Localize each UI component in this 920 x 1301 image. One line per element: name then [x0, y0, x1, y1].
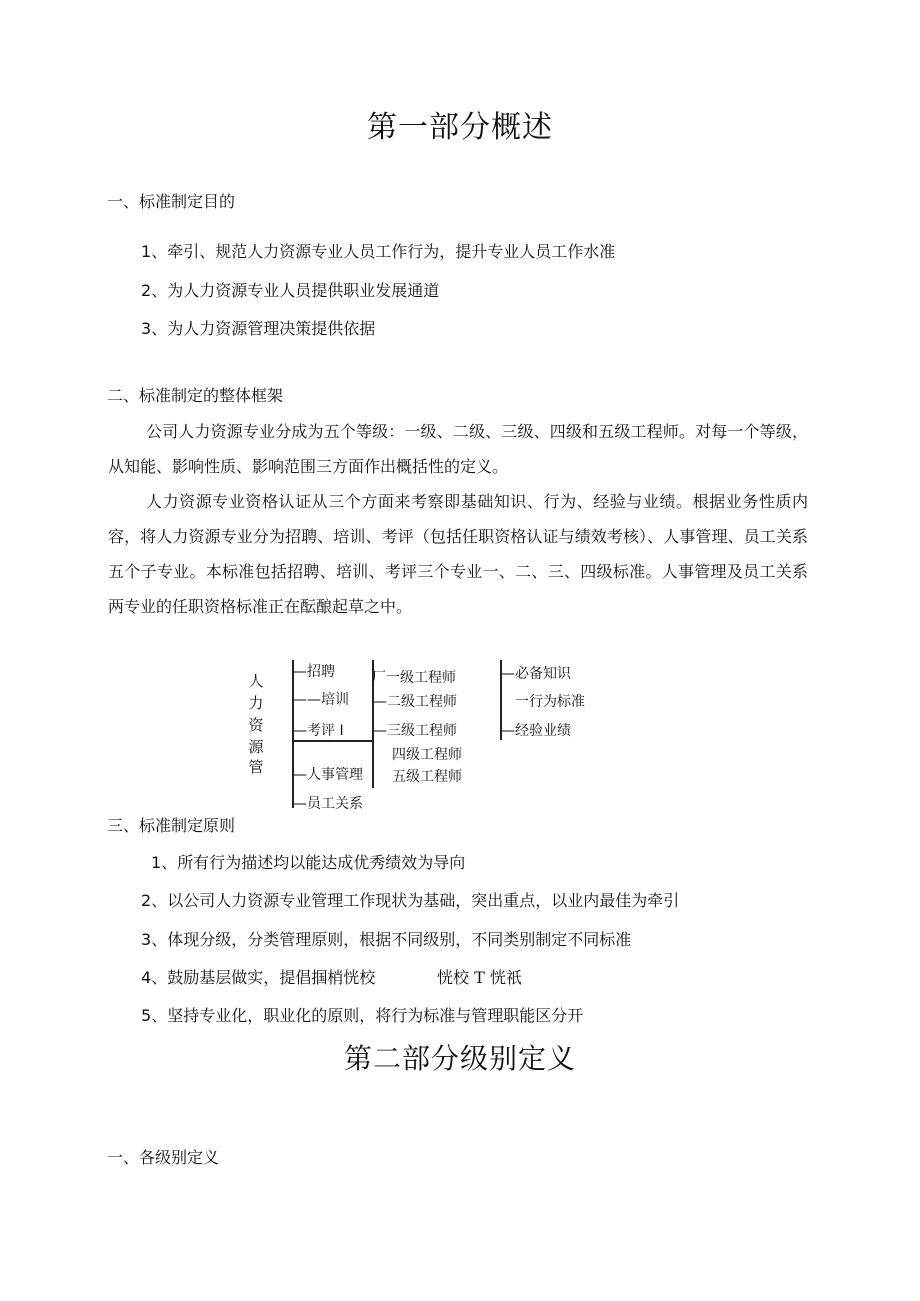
section1-heading: 一、标准制定目的	[107, 192, 236, 211]
diagram-connector	[292, 740, 372, 742]
diagram-root-char: 源	[248, 738, 264, 756]
diagram-subfield-evaluation: —考评 I	[293, 723, 344, 739]
principle-item-2	[141, 888, 679, 911]
item-text: 、鼓励基层做实，提倡掴梢恍校	[151, 968, 376, 987]
principle-item-4	[141, 965, 375, 988]
diagram-subfield-recruit: —招聘	[293, 664, 335, 680]
item-text: 、所有行为描述均以能达成优秀绩效为导向	[161, 853, 466, 872]
diagram-root-char: 管	[248, 758, 264, 776]
purpose-item-3	[141, 316, 375, 339]
item-number: 2	[141, 281, 152, 300]
diagram-root-char: 人	[248, 672, 264, 690]
diagram-level-5: 五级工程师	[392, 769, 462, 785]
diagram-level-3: —三级工程师	[373, 723, 457, 739]
item-text: 、为人力资源管理决策提供依据	[151, 319, 376, 338]
principle-item-1	[151, 850, 465, 873]
item-number: 1	[141, 242, 152, 261]
diagram-aspect-knowledge: —必备知识	[501, 666, 571, 682]
item-number: 3	[141, 930, 152, 949]
principle-item-5	[141, 1003, 583, 1026]
diagram-level-2: —二级工程师	[373, 694, 457, 710]
principle-item-3	[141, 927, 631, 950]
item-text: 、坚持专业化，职业化的原则，将行为标准与管理职能区分开	[151, 1006, 584, 1025]
diagram-subfield-training: ——培训	[293, 692, 349, 708]
part1-title: 第一部分概述	[367, 110, 553, 145]
diagram-level-4: 四级工程师	[392, 747, 462, 763]
item-number: 3	[141, 319, 152, 338]
principle-item-4-extra: 恍校 T 恍祇	[437, 968, 522, 987]
part2-title: 第二部分级别定义	[343, 1042, 576, 1075]
item-text: 、以公司人力资源专业管理工作现状为基础，突出重点，以业内最佳为牵引	[151, 891, 680, 910]
item-text: 、为人力资源专业人员提供职业发展通道	[151, 281, 440, 300]
section3-heading: 三、标准制定原则	[107, 816, 236, 835]
part2-section1-heading: 一、各级别定义	[107, 1148, 220, 1167]
diagram-root-char: 资	[248, 716, 264, 734]
diagram-aspect-experience: —经验业绩	[501, 723, 571, 739]
purpose-item-1	[141, 239, 615, 262]
item-number: 5	[141, 1006, 152, 1025]
item-number: 2	[141, 891, 152, 910]
framework-paragraph-1: 公司人力资源专业分成为五个等级：一级、二级、三级、四级和五级工程师。对每一个等级，从知能、影响性质、影响范围三方面作出概括性的定义。	[108, 422, 808, 476]
diagram-level-1: 厂一级工程师	[372, 670, 456, 686]
section2-heading: 二、标准制定的整体框架	[107, 386, 284, 405]
diagram-aspect-behavior: 一行为标准	[515, 694, 585, 710]
diagram-subfield-personnel: —人事管理	[293, 767, 363, 783]
diagram-root-char: 力	[248, 694, 264, 712]
diagram-subfield-employee-relations: —员工关系	[293, 796, 363, 812]
purpose-item-2	[141, 278, 439, 301]
item-text: 、牵引、规范人力资源专业人员工作行为，提升专业人员工作水准	[151, 242, 616, 261]
item-text: 、体现分级，分类管理原则，根据不同级别，不同类别制定不同标准	[151, 930, 632, 949]
item-number: 4	[141, 968, 152, 987]
framework-paragraph-2: 人力资源专业资格认证从三个方面来考察即基础知识、行为、经验与业绩。根据业务性质内容，将人力资源专业分为招聘、培训、考评（包括任职资格认证与绩效考核）、人事管理、员工关系五个子专业。本标准包括招聘、培训、考评三个专业一、二、三、四级标准。人事管理及员工关系两专业的任职资格标准正在酝酿起草之中。	[108, 492, 808, 616]
item-number: 1	[151, 853, 162, 872]
